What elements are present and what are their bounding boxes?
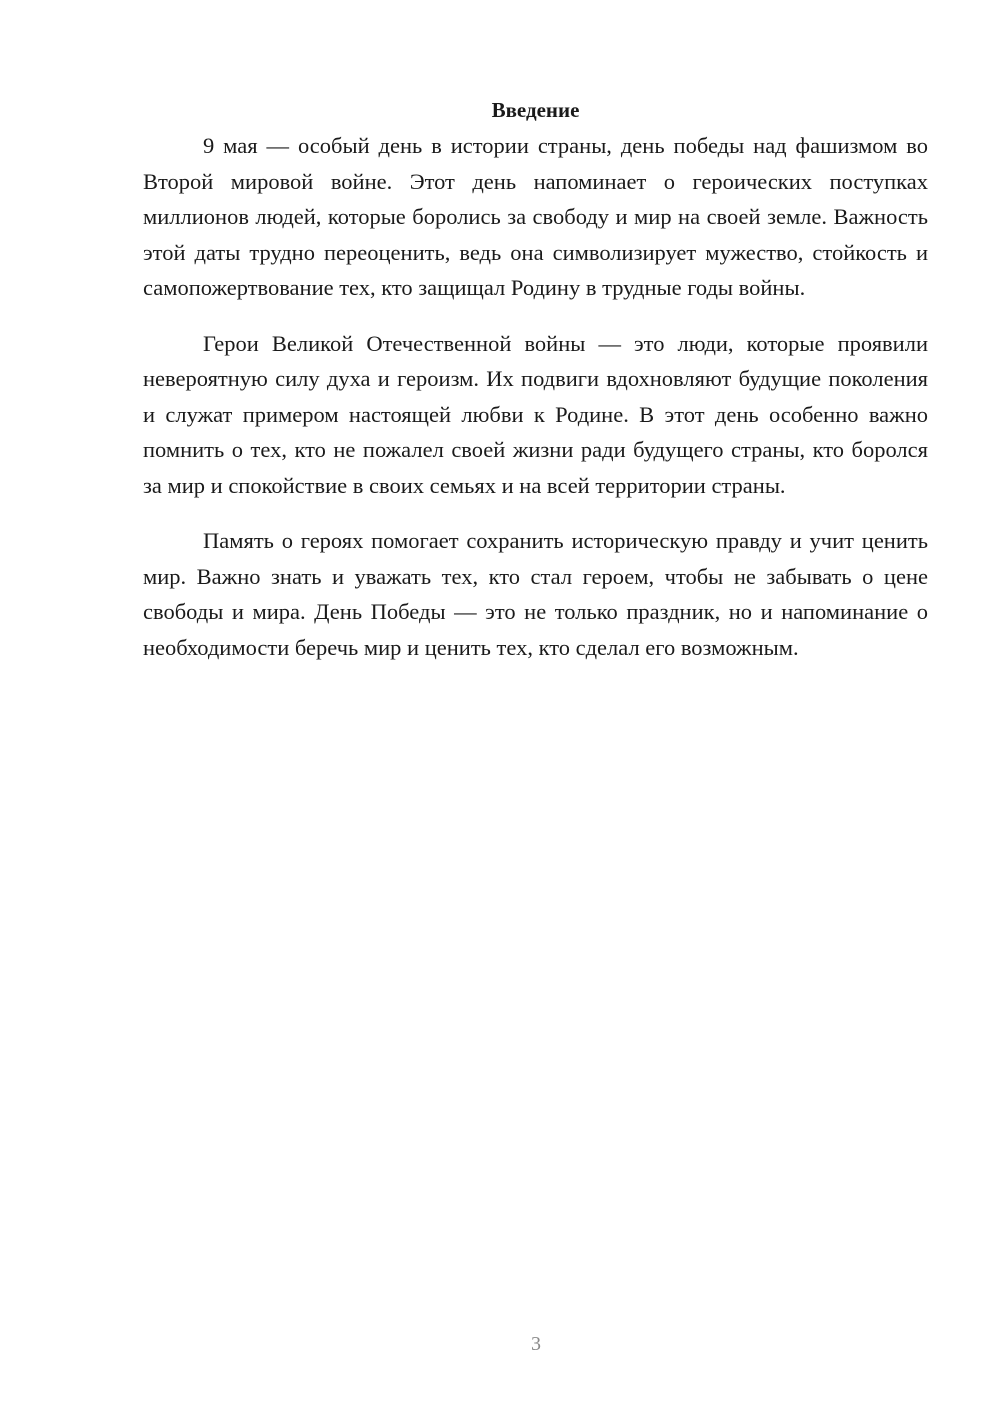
page-number: 3 <box>531 1333 541 1355</box>
paragraph-3: Память о героях помогает сохранить историческую правду и учит ценить мир. Важно знать и уважать тех, кто стал героем, чтобы не забывать о цене свободы и мира. День Победы — это не только праздник, но и напоминание о необходимости беречь мир и ценить тех, кто сделал его возможным. <box>143 528 928 660</box>
paragraph-2: Герои Великой Отечественной войны — это люди, которые проявили невероятную силу духа и героизм. Их подвиги вдохновляют будущие поколения и служат примером настоящей любви к Родине. В этот день особенно важно помнить о тех, кто не пожалел своей жизни ради будущего страны, кто боролся за мир и спокойствие в своих семьях и на всей территории страны. <box>143 330 928 498</box>
section-heading: Введение <box>491 98 580 122</box>
paragraph-1: 9 мая — особый день в истории страны, день победы над фашизмом во Второй мировой войне. Этот день напоминает о героических поступках миллионов людей, которые боролись за свободу и мир на своей земле. Важность этой даты трудно переоценить, ведь она символизирует мужество, стойкость и самопожертвование тех, кто защищал Родину в трудные годы войны. <box>143 133 928 300</box>
page-content <box>143 92 928 685</box>
